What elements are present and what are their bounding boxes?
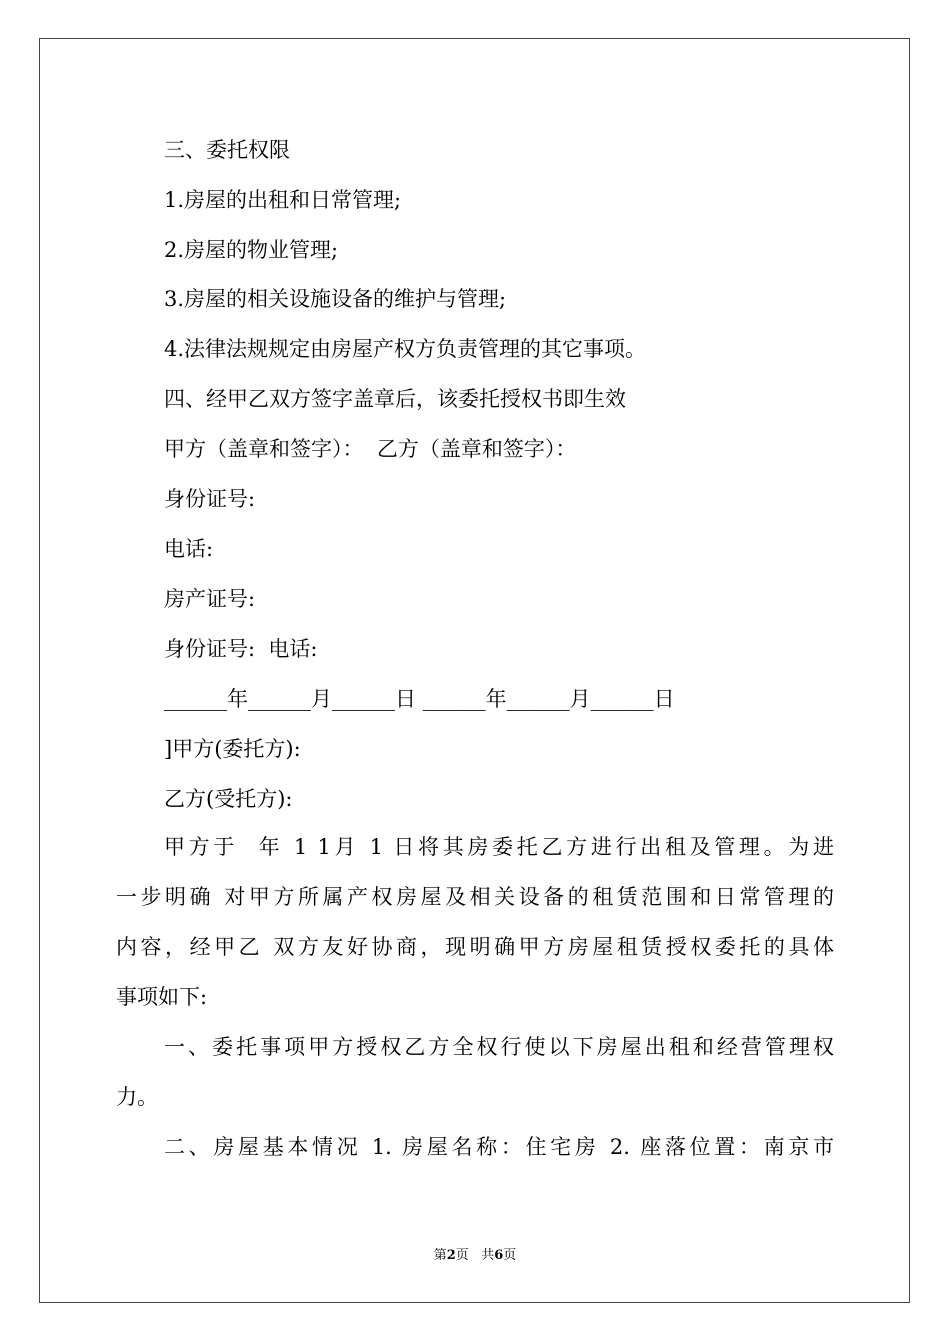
page-border	[39, 38, 910, 1303]
section-4-text: 四、经甲乙双方签字盖章后，该委托授权书即生效	[164, 387, 626, 411]
footer-page-suffix: 页	[455, 1248, 469, 1263]
item-1-text: 1.房屋的出租和日常管理;	[164, 188, 402, 212]
id-phone-label: 身份证号: 电话:	[164, 637, 318, 661]
party-b-label: 乙方(受托方):	[164, 787, 293, 811]
paragraph-intro-line: 内容，经甲乙 双方友好协商，现明确甲方房屋租赁授权委托的具体	[116, 935, 834, 959]
footer-total-suffix: 页	[503, 1248, 517, 1263]
property-cert-label: 房产证号:	[164, 587, 256, 611]
date-line: ______年______月______日 ______年______月______日	[164, 687, 675, 711]
section-3-heading: 三、委托权限	[164, 138, 290, 162]
footer-page-prefix: 第	[433, 1248, 447, 1263]
paragraph-entrust-line: 力。	[116, 1085, 158, 1109]
paragraph-intro-line: 一步明确 对甲方所属产权房屋及相关设备的租赁范围和日常管理的	[116, 885, 834, 909]
id-number-label: 身份证号:	[164, 487, 256, 511]
paragraph-property-line: 二、房屋基本情况 1. 房屋名称：住宅房 2. 座落位置：南京市	[164, 1135, 834, 1159]
signature-line: 甲方（盖章和签字）： 乙方（盖章和签字）：	[164, 437, 577, 461]
item-4-text: 4.法律法规规定由房屋产权方负责管理的其它事项。	[164, 337, 647, 361]
paragraph-entrust-line: 一、委托事项甲方授权乙方全权行使以下房屋出租和经营管理权	[164, 1035, 834, 1059]
page-footer	[0, 1248, 950, 1264]
item-3-text: 3.房屋的相关设施设备的维护与管理;	[164, 287, 507, 311]
paragraph-intro-line: 甲方于 年 1 1月 1 日将其房委托乙方进行出租及管理。为进	[164, 835, 834, 859]
footer-total-number: 6	[494, 1248, 504, 1263]
item-2-text: 2.房屋的物业管理;	[164, 238, 339, 262]
phone-label: 电话:	[164, 537, 214, 561]
party-a-label: ]甲方(委托方):	[164, 737, 301, 761]
footer-page-number: 2	[446, 1248, 456, 1263]
footer-total-prefix: 共	[481, 1248, 495, 1263]
paragraph-intro-line: 事项如下:	[116, 985, 208, 1009]
